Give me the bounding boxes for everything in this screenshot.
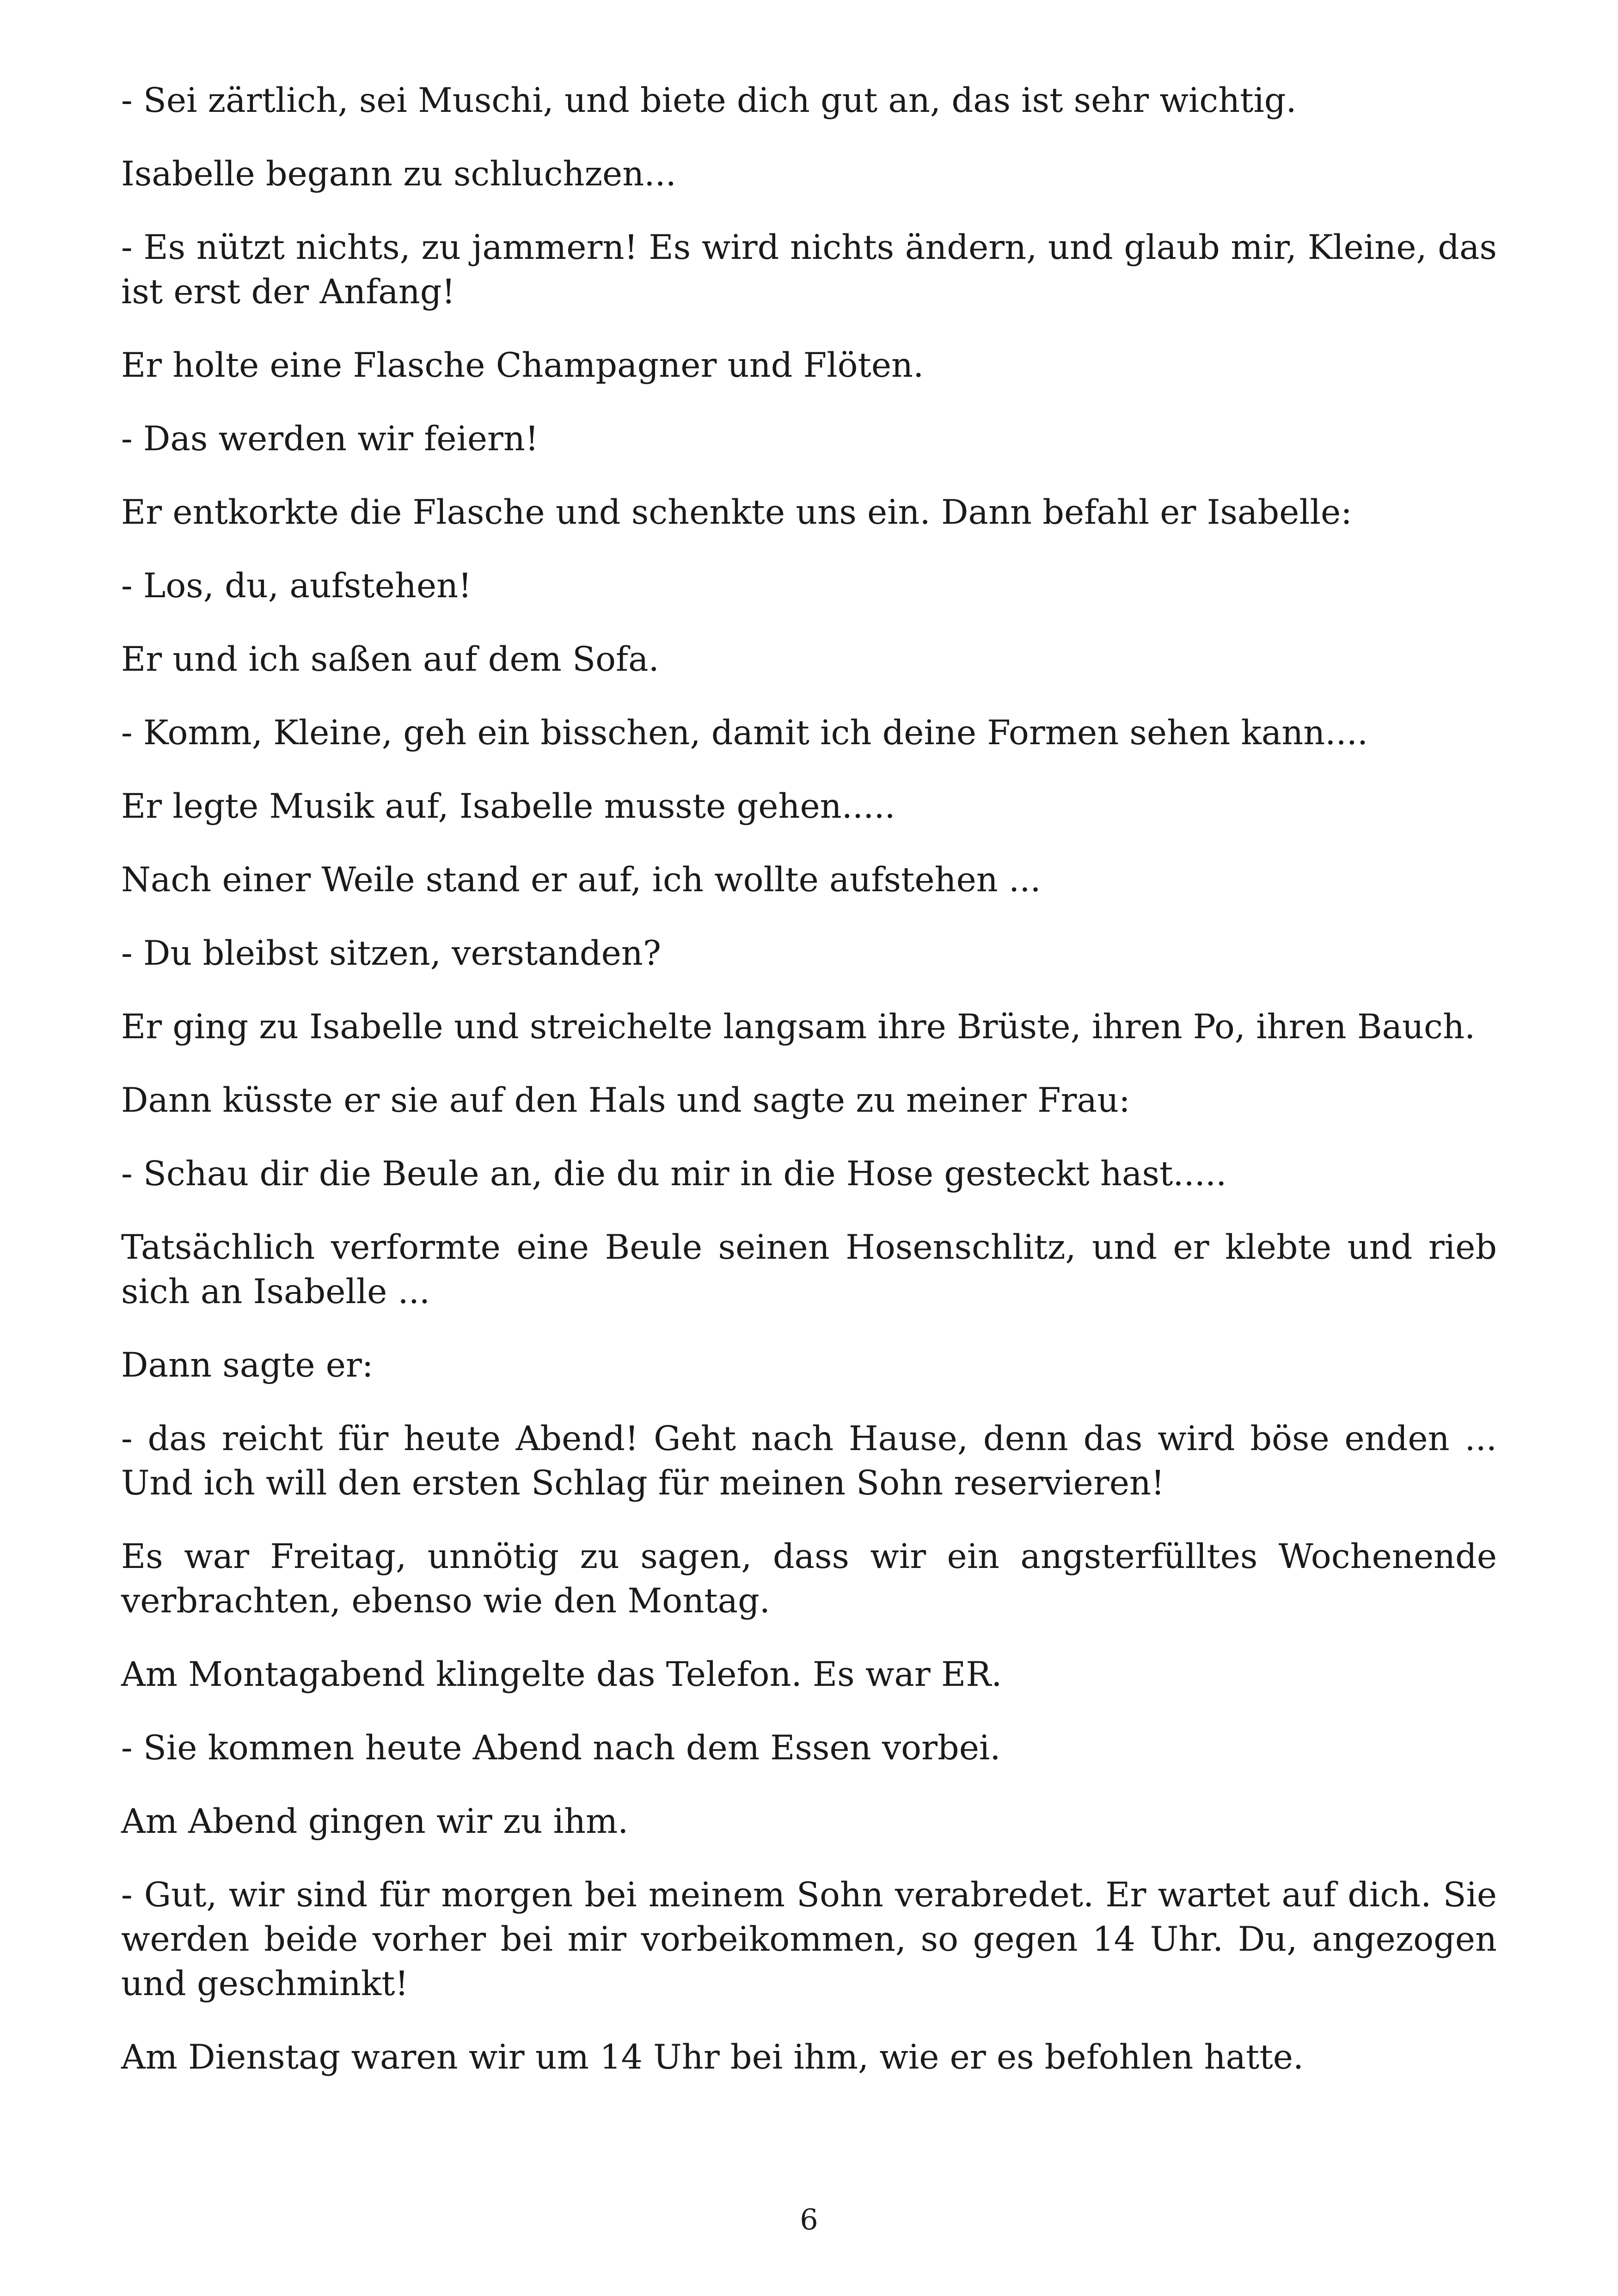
page-body <box>121 79 1497 2109</box>
paragraph: - Sei zärtlich, sei Muschi, und biete dich gut an, das ist sehr wichtig. <box>121 81 1297 120</box>
paragraph: - Das werden wir feiern! <box>121 419 539 459</box>
paragraph: - Los, du, aufstehen! <box>121 566 472 606</box>
paragraph: Isabelle begann zu schluchzen... <box>121 154 676 194</box>
paragraph: Dann küsste er sie auf den Hals und sagte zu meiner Frau: <box>121 1081 1130 1120</box>
paragraph: Tatsächlich verformte eine Beule seinen Hosenschlitz, und er klebte und rieb sich an Isabelle ... <box>121 1228 1497 1311</box>
paragraph: Dann sagte er: <box>121 1346 374 1385</box>
paragraph: Er und ich saßen auf dem Sofa. <box>121 640 659 679</box>
paragraph: - Gut, wir sind für morgen bei meinem Sohn verabredet. Er wartet auf dich. Sie werden beide vorher bei mir vorbeikommen, so gegen 14 Uhr. Du, angezogen und geschminkt! <box>121 1875 1497 2003</box>
paragraph: Er holte eine Flasche Champagner und Flöten. <box>121 346 924 385</box>
paragraph: - Du bleibst sitzen, verstanden? <box>121 934 661 973</box>
paragraph: Nach einer Weile stand er auf, ich wollte aufstehen ... <box>121 860 1041 900</box>
paragraph: Am Montagabend klingelte das Telefon. Es war ER. <box>121 1655 1002 1694</box>
paragraph: Am Dienstag waren wir um 14 Uhr bei ihm, wie er es befohlen hatte. <box>121 2038 1304 2077</box>
paragraph: - das reicht für heute Abend! Geht nach Hause, denn das wird böse enden ... Und ich will den ersten Schlag für meinen Sohn reservieren! <box>121 1419 1497 1503</box>
paragraph: - Sie kommen heute Abend nach dem Essen vorbei. <box>121 1728 1001 1768</box>
paragraph: Er entkorkte die Flasche und schenkte uns ein. Dann befahl er Isabelle: <box>121 493 1352 532</box>
paragraph: - Es nützt nichts, zu jammern! Es wird nichts ändern, und glaub mir, Kleine, das ist erst der Anfang! <box>121 228 1497 312</box>
paragraph: Am Abend gingen wir zu ihm. <box>121 1802 629 1841</box>
paragraph: Er legte Musik auf, Isabelle musste gehen..... <box>121 787 895 826</box>
paragraph: - Schau dir die Beule an, die du mir in die Hose gesteckt hast..... <box>121 1154 1227 1194</box>
paragraph: - Komm, Kleine, geh ein bisschen, damit ich deine Formen sehen kann.... <box>121 713 1368 753</box>
page-number: 6 <box>800 2203 818 2236</box>
paragraph: Er ging zu Isabelle und streichelte langsam ihre Brüste, ihren Po, ihren Bauch. <box>121 1007 1476 1047</box>
paragraph: Es war Freitag, unnötig zu sagen, dass wir ein angsterfülltes Wochenende verbrachten, ebenso wie den Montag. <box>121 1537 1497 1621</box>
